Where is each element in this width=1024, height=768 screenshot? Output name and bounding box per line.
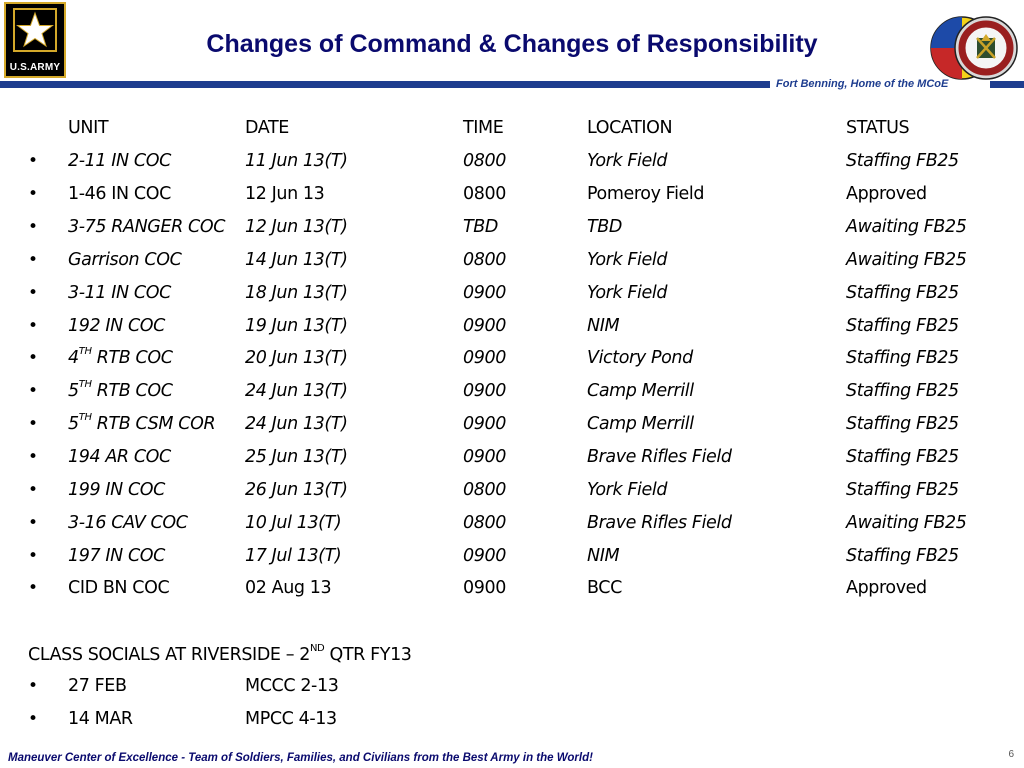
table-row <box>0 217 1024 249</box>
status-cell: Approved <box>846 578 927 598</box>
time-cell: 0900 <box>463 348 506 368</box>
footer-text: Maneuver Center of Excellence - Team of Soldiers, Families, and Civilians from the Best Army in the World! <box>8 752 593 764</box>
unit-cell <box>68 480 165 500</box>
date-cell: 02 Aug 13 <box>245 578 332 598</box>
bullet-icon: • <box>28 414 39 434</box>
column-header-date: DATE <box>245 118 289 138</box>
time-cell: 0900 <box>463 381 506 401</box>
bullet-icon: • <box>28 217 39 237</box>
social-course: MPCC 4-13 <box>245 709 337 729</box>
status-cell: Staffing FB25 <box>846 381 959 401</box>
table-row <box>0 414 1024 446</box>
unit-cell <box>68 283 171 303</box>
table-row <box>0 447 1024 479</box>
date-cell: 24 Jun 13(T) <box>245 381 348 401</box>
unit-superscript: TH <box>78 379 92 390</box>
unit-cell <box>68 217 225 237</box>
unit-superscript: TH <box>78 412 92 423</box>
socials-item <box>0 676 1024 708</box>
column-header-status: STATUS <box>846 118 910 138</box>
unit-suffix: RTB COC <box>91 381 173 401</box>
bullet-icon: • <box>28 316 39 336</box>
unit-cell <box>68 578 169 598</box>
time-cell: 0900 <box>463 578 506 598</box>
time-cell: 0800 <box>463 513 506 533</box>
unit-text: Garrison COC <box>68 250 182 270</box>
unit-cell <box>68 316 165 336</box>
table-row <box>0 250 1024 282</box>
table-row <box>0 480 1024 512</box>
date-cell: 10 Jul 13(T) <box>245 513 342 533</box>
date-cell: 26 Jun 13(T) <box>245 480 348 500</box>
date-cell: 17 Jul 13(T) <box>245 546 342 566</box>
header-rule-end <box>990 81 1024 88</box>
unit-text: 194 AR COC <box>68 447 171 467</box>
army-logo-text: U.S.ARMY <box>9 62 61 73</box>
bullet-icon: • <box>28 184 39 204</box>
bullet-icon: • <box>28 709 39 729</box>
unit-suffix: RTB CSM COR <box>91 414 216 434</box>
table-row <box>0 513 1024 545</box>
status-cell: Staffing FB25 <box>846 283 959 303</box>
status-cell: Staffing FB25 <box>846 348 959 368</box>
table-row <box>0 184 1024 216</box>
unit-cell <box>68 381 173 401</box>
social-date: 27 FEB <box>68 676 127 696</box>
status-cell: Staffing FB25 <box>846 480 959 500</box>
location-cell: NIM <box>587 316 620 336</box>
date-cell: 12 Jun 13 <box>245 184 325 204</box>
page-number: 6 <box>1008 749 1014 760</box>
location-cell: York Field <box>587 151 668 171</box>
unit-text: 1-46 IN COC <box>68 184 171 204</box>
unit-cell <box>68 546 165 566</box>
table-row <box>0 151 1024 183</box>
page-title: Changes of Command & Changes of Responsibility <box>206 30 818 58</box>
table-row <box>0 546 1024 578</box>
bullet-icon: • <box>28 513 39 533</box>
tagline: Fort Benning, Home of the MCoE <box>776 78 949 90</box>
location-cell: Pomeroy Field <box>587 184 705 204</box>
status-cell: Staffing FB25 <box>846 316 959 336</box>
unit-cell <box>68 513 188 533</box>
unit-cell <box>68 184 171 204</box>
status-cell: Approved <box>846 184 927 204</box>
time-cell: 0900 <box>463 447 506 467</box>
status-cell: Awaiting FB25 <box>846 217 967 237</box>
time-cell: 0900 <box>463 283 506 303</box>
status-cell: Staffing FB25 <box>846 447 959 467</box>
status-cell: Awaiting FB25 <box>846 513 967 533</box>
time-cell: 0800 <box>463 151 506 171</box>
bullet-icon: • <box>28 546 39 566</box>
bullet-icon: • <box>28 283 39 303</box>
table-row <box>0 316 1024 348</box>
status-cell: Awaiting FB25 <box>846 250 967 270</box>
time-cell: TBD <box>463 217 498 237</box>
social-course: MCCC 2-13 <box>245 676 339 696</box>
column-header-time: TIME <box>463 118 504 138</box>
bullet-icon: • <box>28 381 39 401</box>
time-cell: 0900 <box>463 546 506 566</box>
location-cell: Victory Pond <box>587 348 693 368</box>
unit-suffix: RTB COC <box>91 348 173 368</box>
date-cell: 25 Jun 13(T) <box>245 447 348 467</box>
location-cell: Brave Rifles Field <box>587 513 732 533</box>
date-cell: 20 Jun 13(T) <box>245 348 348 368</box>
unit-text: 192 IN COC <box>68 316 165 336</box>
unit-cell <box>68 151 171 171</box>
location-cell: TBD <box>587 217 622 237</box>
socials-title-text: CLASS SOCIALS AT RIVERSIDE – 2 <box>28 645 310 665</box>
status-cell: Staffing FB25 <box>846 414 959 434</box>
status-cell: Staffing FB25 <box>846 546 959 566</box>
mcoe-logo <box>928 14 1020 82</box>
date-cell: 14 Jun 13(T) <box>245 250 348 270</box>
unit-cell <box>68 348 173 368</box>
unit-text: 3-75 RANGER COC <box>68 217 226 237</box>
social-date: 14 MAR <box>68 709 133 729</box>
column-header-unit: UNIT <box>68 118 109 138</box>
table-row <box>0 578 1024 610</box>
header-rule <box>0 81 770 88</box>
bullet-icon: • <box>28 250 39 270</box>
unit-text: CID BN COC <box>68 578 170 598</box>
table-row <box>0 381 1024 413</box>
location-cell: Brave Rifles Field <box>587 447 732 467</box>
unit-text: 5 <box>68 414 79 434</box>
location-cell: York Field <box>587 480 668 500</box>
unit-superscript: TH <box>78 346 92 357</box>
bullet-icon: • <box>28 676 39 696</box>
time-cell: 0900 <box>463 414 506 434</box>
date-cell: 18 Jun 13(T) <box>245 283 348 303</box>
bullet-icon: • <box>28 447 39 467</box>
time-cell: 0800 <box>463 480 506 500</box>
unit-text: 3-11 IN COC <box>68 283 171 303</box>
date-cell: 11 Jun 13(T) <box>245 151 348 171</box>
unit-cell <box>68 250 181 270</box>
unit-text: 2-11 IN COC <box>68 151 171 171</box>
unit-text: 3-16 CAV COC <box>68 513 188 533</box>
unit-text: 197 IN COC <box>68 546 165 566</box>
bullet-icon: • <box>28 578 39 598</box>
socials-title-sup: ND <box>309 643 325 654</box>
location-cell: York Field <box>587 283 668 303</box>
unit-text: 199 IN COC <box>68 480 165 500</box>
time-cell: 0800 <box>463 250 506 270</box>
socials-title-suffix: QTR FY13 <box>324 645 412 665</box>
table-row <box>0 348 1024 380</box>
time-cell: 0900 <box>463 316 506 336</box>
army-star-icon <box>12 7 58 53</box>
unit-cell <box>68 414 215 434</box>
unit-cell <box>68 447 171 467</box>
time-cell: 0800 <box>463 184 506 204</box>
socials-title <box>28 645 412 665</box>
location-cell: Camp Merrill <box>587 414 694 434</box>
date-cell: 24 Jun 13(T) <box>245 414 348 434</box>
table-row <box>0 283 1024 315</box>
location-cell: BCC <box>587 578 622 598</box>
status-cell: Staffing FB25 <box>846 151 959 171</box>
bullet-icon: • <box>28 348 39 368</box>
us-army-logo <box>4 2 66 78</box>
date-cell: 12 Jun 13(T) <box>245 217 348 237</box>
table-header <box>0 118 1024 150</box>
bullet-icon: • <box>28 151 39 171</box>
date-cell: 19 Jun 13(T) <box>245 316 348 336</box>
location-cell: York Field <box>587 250 668 270</box>
bullet-icon: • <box>28 480 39 500</box>
column-header-location: LOCATION <box>587 118 673 138</box>
unit-text: 4 <box>68 348 79 368</box>
socials-item <box>0 709 1024 741</box>
unit-text: 5 <box>68 381 79 401</box>
location-cell: Camp Merrill <box>587 381 694 401</box>
location-cell: NIM <box>587 546 620 566</box>
